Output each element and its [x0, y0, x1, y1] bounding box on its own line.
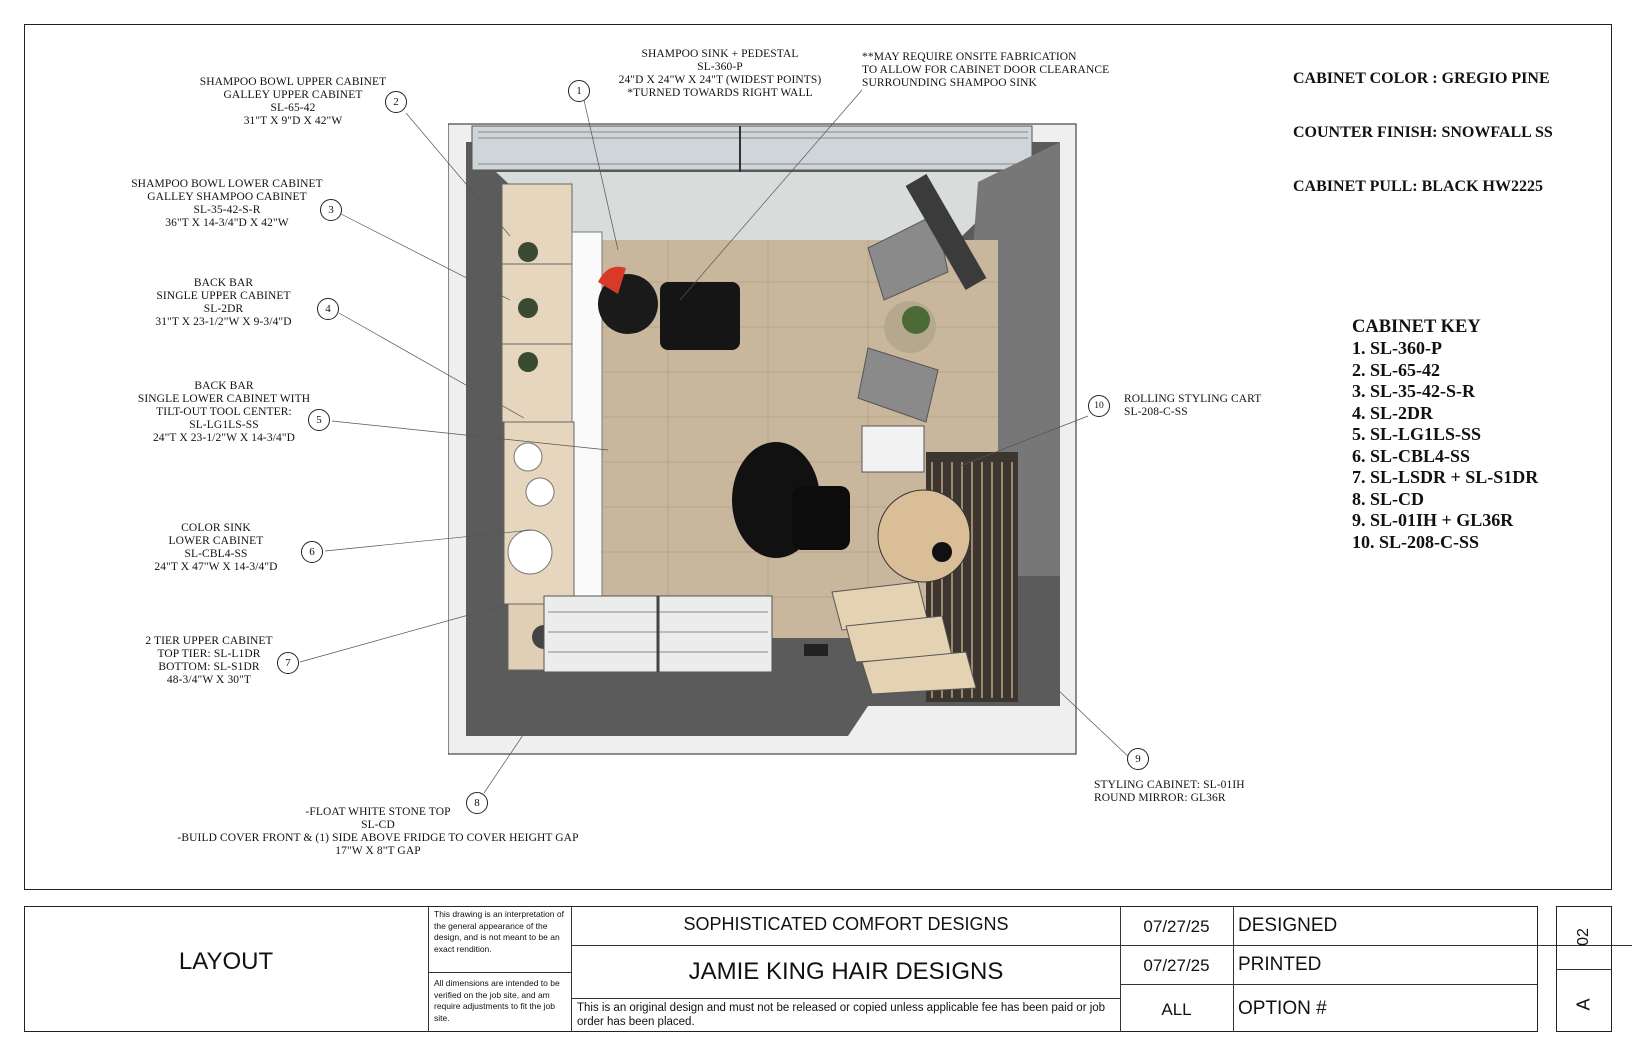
- callout-text-6: COLOR SINK LOWER CABINET SL-CBL4-SS 24"T X 47"W X 14-3/4"D: [154, 522, 278, 573]
- callout-text-4: BACK BAR SINGLE UPPER CABINET SL-2DR 31"T X 23-1/2"W X 9-3/4"D: [155, 277, 292, 328]
- callout-badge-1: 1: [568, 80, 590, 102]
- title-divider-h3: [571, 998, 1120, 999]
- cabinet-key-item: 7. SL-LSDR + SL-S1DR: [1352, 467, 1539, 487]
- company-name: SOPHISTICATED COMFORT DESIGNS: [683, 914, 1009, 934]
- revision-letter: A: [1573, 998, 1594, 1011]
- title-divider-1: [428, 906, 429, 1032]
- cabinet-key: [1352, 316, 1538, 553]
- callout-badge-10: 10: [1088, 395, 1110, 417]
- cabinet-key-item: 2. SL-65-42: [1352, 359, 1441, 380]
- callout-text-7: 2 TIER UPPER CABINET TOP TIER: SL-L1DR BOTTOM: SL-S1DR 48-3/4"W X 30"T: [145, 635, 273, 686]
- title-divider-4: [1233, 906, 1234, 1032]
- cabinet-key-item: 9. SL-01IH + GL36R: [1352, 510, 1514, 530]
- title-divider-h4: [1120, 984, 1538, 985]
- sheet-title: LAYOUT: [178, 948, 274, 975]
- disclaimer-interpretation: This drawing is an interpretation of the general appearance of the design, and is not meant to be an exact rendition.: [434, 909, 564, 954]
- option-label: OPTION #: [1238, 998, 1327, 1019]
- cabinet-key-item: 6. SL-CBL4-SS: [1352, 445, 1471, 466]
- cabinet-key-item: 5. SL-LG1LS-SS: [1352, 424, 1482, 444]
- printed-date: 07/27/25: [1143, 956, 1210, 975]
- note-counter-finish: COUNTER FINISH: SNOWFALL SS: [1293, 124, 1553, 141]
- callout-text-8: -FLOAT WHITE STONE TOP SL-CD -BUILD COVER FRONT & (1) SIDE ABOVE FRIDGE TO COVER HEIGHT GAP 17"W X 8"T GAP: [177, 806, 579, 857]
- callout-badge-5: 5: [308, 409, 330, 431]
- cabinet-key-item: 10. SL-208-C-SS: [1352, 531, 1480, 552]
- cabinet-key-item: 8. SL-CD: [1352, 488, 1425, 509]
- callout-badge-6: 6: [301, 541, 323, 563]
- callout-badge-2: 2: [385, 91, 407, 113]
- callout-badge-3: 3: [320, 199, 342, 221]
- sheet-box-divider: [1556, 969, 1612, 970]
- note-cabinet-pull: CABINET PULL: BLACK HW2225: [1293, 178, 1543, 195]
- callout-text-10: ROLLING STYLING CART SL-208-C-SS: [1124, 393, 1262, 418]
- cabinet-key-item: 4. SL-2DR: [1352, 402, 1434, 423]
- finish-notes: [1293, 34, 1553, 214]
- note-cabinet-color: CABINET COLOR : GREGIO PINE: [1293, 70, 1550, 87]
- title-divider-h2: [571, 945, 1632, 946]
- callout-badge-9: 9: [1127, 748, 1149, 770]
- cabinet-key-title: CABINET KEY: [1352, 317, 1481, 337]
- designed-label: DESIGNED: [1238, 915, 1338, 936]
- cabinet-key-item: 1. SL-360-P: [1352, 338, 1442, 358]
- cabinet-key-item: 3. SL-35-42-S-R: [1352, 381, 1476, 401]
- callout-text-1: SHAMPOO SINK + PEDESTAL SL-360-P 24"D X 24"W X 24"T (WIDEST POINTS) *TURNED TOWARDS RIGHT WALL: [618, 48, 822, 99]
- client-name: JAMIE KING HAIR DESIGNS: [688, 958, 1004, 985]
- callout-text-3: SHAMPOO BOWL LOWER CABINET GALLEY SHAMPOO CABINET SL-35-42-S-R 36"T X 14-3/4"D X 42"W: [131, 178, 323, 229]
- callout-badge-8: 8: [466, 792, 488, 814]
- printed-label: PRINTED: [1238, 954, 1322, 975]
- callout-text-2: SHAMPOO BOWL UPPER CABINET GALLEY UPPER CABINET SL-65-42 31"T X 9"D X 42"W: [199, 76, 387, 127]
- disclaimer-dimensions: All dimensions are intended to be verified on the job site, and am require adjustments to fit the job site.: [434, 978, 560, 1023]
- sheet-number: 02: [1575, 928, 1592, 946]
- copyright-notice: This is an original design and must not be released or copied unless applicable fee has been paid or job order has been placed.: [577, 1002, 1106, 1028]
- callout-text-5: BACK BAR SINGLE LOWER CABINET WITH TILT-OUT TOOL CENTER: SL-LG1LS-SS 24"T X 23-1/2"W X 14-3/4"D: [137, 380, 311, 444]
- callout-badge-7: 7: [277, 652, 299, 674]
- option-value: ALL: [1161, 1000, 1192, 1019]
- designed-date: 07/27/25: [1143, 917, 1210, 936]
- title-divider-h1: [428, 972, 571, 973]
- callout-text-9: STYLING CABINET: SL-01IH ROUND MIRROR: GL36R: [1094, 779, 1245, 804]
- callout-note-fabrication: **MAY REQUIRE ONSITE FABRICATION TO ALLOW FOR CABINET DOOR CLEARANCE SURROUNDING SHAMPOO SINK: [862, 51, 1110, 89]
- floor-plan: [448, 122, 1080, 758]
- callout-badge-4: 4: [317, 298, 339, 320]
